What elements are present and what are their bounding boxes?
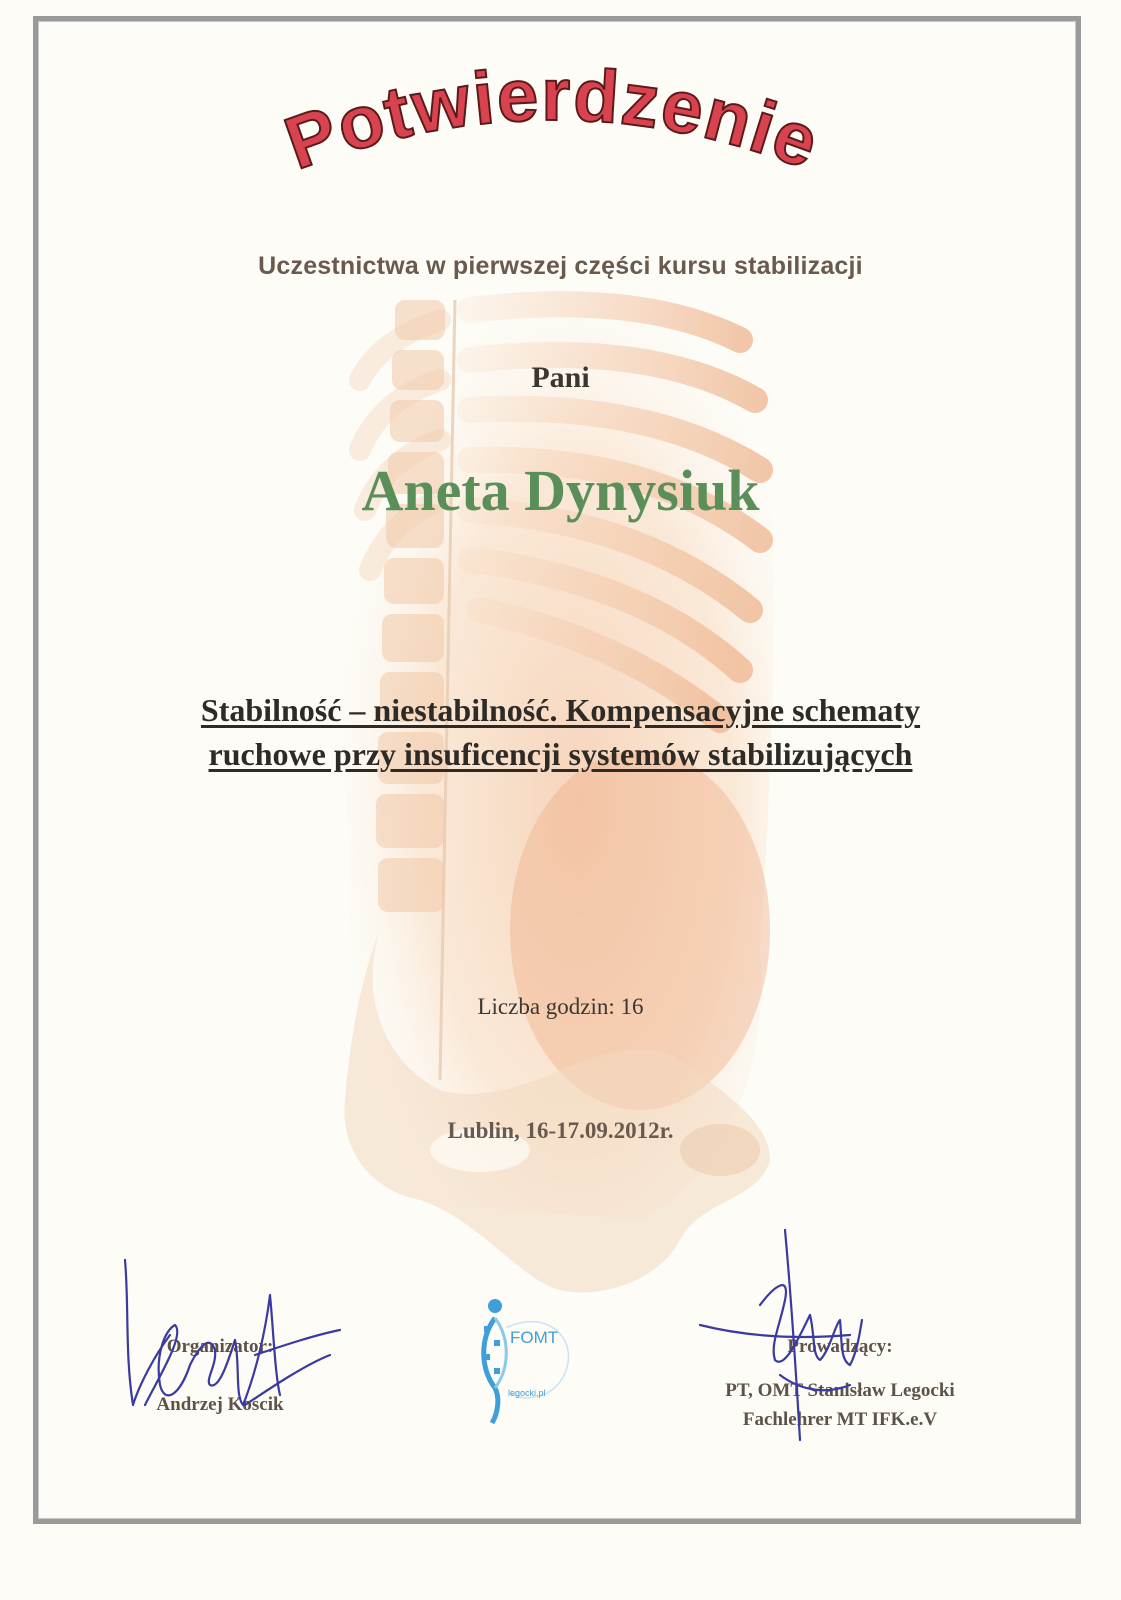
instructor-role: Prowadzący: (787, 1336, 893, 1357)
recipient-name: Aneta Dynysiuk (361, 458, 760, 523)
organizer-role: Organizator: (166, 1336, 274, 1357)
instructor-title: Fachlehrer MT IFK.e.V (742, 1409, 938, 1430)
instructor-signature (690, 1225, 890, 1455)
place-and-date: Lublin, 16-17.09.2012r. (447, 1118, 674, 1143)
certificate-subtitle: Uczestnictwa w pierwszej części kursu stabilizacji (258, 252, 863, 280)
logo-url: legocki.pl (508, 1388, 546, 1398)
fomt-logo (470, 1298, 580, 1428)
logo-text: FOMT (510, 1328, 559, 1347)
course-title (0, 688, 1121, 776)
instructor-name: PT, OMT Stanisław Legocki (725, 1380, 955, 1401)
heading-text: Potwierdzenie (274, 52, 831, 185)
course-title-line-2: ruchowe przy insuficencji systemów stabilizujących (208, 736, 913, 772)
course-title-line-1: Stabilność – niestabilność. Kompensacyjne schematy (200, 692, 921, 728)
salutation: Pani (531, 361, 590, 394)
course-hours: Liczba godzin: 16 (477, 994, 644, 1019)
organizer-signature (115, 1255, 345, 1435)
certificate-heading (0, 0, 1121, 260)
svg-text:Potwierdzenie (275, 53, 831, 185)
organizer-name: Andrzej Kościk (156, 1394, 284, 1415)
